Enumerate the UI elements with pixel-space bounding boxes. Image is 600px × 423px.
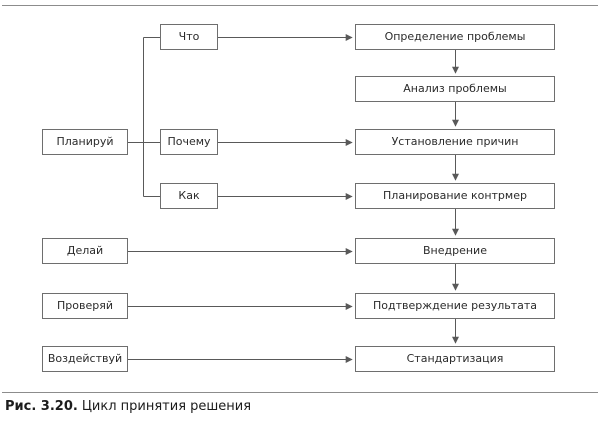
figure-title: Цикл принятия решения xyxy=(81,399,252,414)
box-step-define-problem xyxy=(355,24,555,50)
box-step-confirm-result xyxy=(355,293,555,319)
box-why-label: Почему xyxy=(167,134,211,148)
box-step-label: Планирование контрмер xyxy=(383,188,527,202)
box-how xyxy=(160,183,218,209)
box-step-label: Подтверждение результата xyxy=(372,298,538,312)
figure-caption xyxy=(5,399,251,414)
box-how-label: Как xyxy=(178,188,200,202)
box-plan-label: Планируй xyxy=(56,134,114,148)
box-plan xyxy=(42,129,128,155)
box-do-label: Делай xyxy=(66,243,104,257)
box-act xyxy=(42,346,128,372)
box-do xyxy=(42,238,128,264)
box-what-label: Что xyxy=(178,29,200,43)
box-why xyxy=(160,129,218,155)
box-check-label: Проверяй xyxy=(57,298,113,312)
box-step-label: Установление причин xyxy=(391,134,519,148)
box-step-label: Определение проблемы xyxy=(384,29,526,43)
box-what xyxy=(160,24,218,50)
box-step-label: Внедрение xyxy=(423,243,487,257)
figure-number: Рис. 3.20. xyxy=(5,399,78,414)
box-check xyxy=(42,293,128,319)
box-act-label: Воздействуй xyxy=(47,351,123,365)
box-step-standardization xyxy=(355,346,555,372)
box-step-label: Стандартизация xyxy=(406,351,504,365)
box-step-label: Анализ проблемы xyxy=(403,81,507,95)
box-step-implementation xyxy=(355,238,555,264)
box-step-analyze-problem xyxy=(355,76,555,102)
box-step-establish-causes xyxy=(355,129,555,155)
box-step-plan-countermeasures xyxy=(355,183,555,209)
